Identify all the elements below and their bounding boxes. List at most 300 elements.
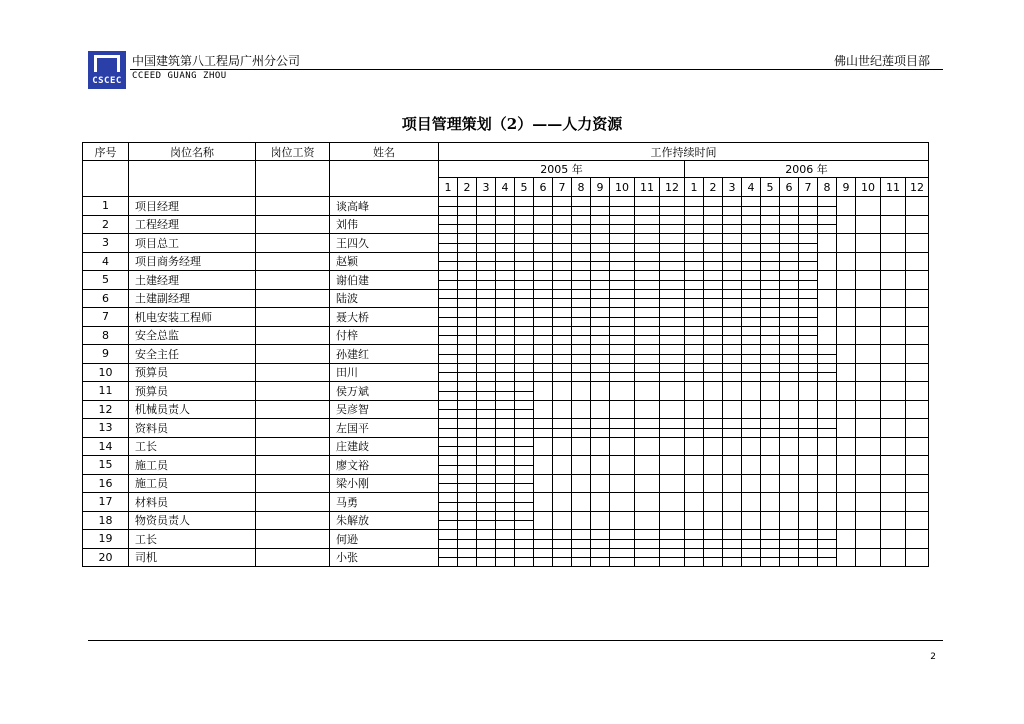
duration-bar-segment <box>799 530 818 549</box>
month-header: 12 <box>660 178 685 197</box>
duration-bar-segment <box>660 215 685 234</box>
duration-bar-segment <box>635 308 660 327</box>
duration-bar-segment <box>439 345 458 364</box>
month-cell <box>837 400 856 419</box>
duration-bar-segment <box>610 530 635 549</box>
duration-bar-segment <box>572 345 591 364</box>
row-salary <box>256 419 330 438</box>
month-cell <box>881 345 906 364</box>
row-position: 机电安装工程师 <box>129 308 256 327</box>
table-row <box>83 400 929 419</box>
month-cell <box>534 382 553 401</box>
duration-bar-segment <box>723 530 742 549</box>
table-row <box>83 345 929 364</box>
duration-bar-segment <box>496 382 515 401</box>
duration-bar-segment <box>458 437 477 456</box>
month-cell <box>856 437 881 456</box>
month-cell <box>610 400 635 419</box>
table-row <box>83 382 929 401</box>
duration-bar-segment <box>515 530 534 549</box>
duration-bar-segment <box>723 289 742 308</box>
month-header: 5 <box>761 178 780 197</box>
month-cell <box>780 382 799 401</box>
duration-bar-segment <box>496 345 515 364</box>
duration-bar-segment <box>635 252 660 271</box>
duration-bar-segment <box>515 271 534 290</box>
duration-bar-segment <box>591 419 610 438</box>
month-cell <box>553 493 572 512</box>
duration-bar-segment <box>610 419 635 438</box>
month-header: 6 <box>780 178 799 197</box>
duration-bar-segment <box>477 400 496 419</box>
table-row <box>83 456 929 475</box>
month-cell <box>534 474 553 493</box>
row-seq: 4 <box>83 252 129 271</box>
duration-bar-segment <box>685 271 704 290</box>
duration-bar-segment <box>635 363 660 382</box>
duration-bar-segment <box>704 234 723 253</box>
duration-bar-segment <box>660 419 685 438</box>
duration-bar-segment <box>458 252 477 271</box>
month-cell <box>818 456 837 475</box>
duration-bar-segment <box>496 493 515 512</box>
duration-bar-segment <box>799 308 818 327</box>
month-cell <box>906 363 929 382</box>
duration-bar-segment <box>685 548 704 567</box>
month-cell <box>572 382 591 401</box>
duration-bar-segment <box>458 308 477 327</box>
duration-bar-segment <box>635 289 660 308</box>
duration-bar-segment <box>534 234 553 253</box>
duration-bar-segment <box>704 419 723 438</box>
duration-bar-segment <box>553 215 572 234</box>
duration-bar-segment <box>458 456 477 475</box>
duration-bar-segment <box>799 197 818 216</box>
month-cell <box>723 437 742 456</box>
duration-bar-segment <box>477 197 496 216</box>
row-seq: 5 <box>83 271 129 290</box>
row-name: 王四久 <box>330 234 439 253</box>
duration-bar-segment <box>742 326 761 345</box>
row-position: 工长 <box>129 437 256 456</box>
duration-bar-segment <box>591 326 610 345</box>
duration-bar-segment <box>534 215 553 234</box>
duration-bar-segment <box>685 252 704 271</box>
duration-bar-segment <box>515 493 534 512</box>
month-cell <box>660 456 685 475</box>
row-seq: 12 <box>83 400 129 419</box>
month-header: 11 <box>635 178 660 197</box>
month-cell <box>881 363 906 382</box>
duration-bar-segment <box>635 548 660 567</box>
duration-bar-segment <box>799 363 818 382</box>
blank-cell <box>256 161 330 197</box>
duration-bar-segment <box>818 363 837 382</box>
month-cell <box>635 493 660 512</box>
month-cell <box>704 382 723 401</box>
month-cell <box>837 308 856 327</box>
duration-bar-segment <box>635 326 660 345</box>
month-cell <box>856 400 881 419</box>
duration-bar-segment <box>818 197 837 216</box>
table-row <box>83 271 929 290</box>
row-name: 赵颖 <box>330 252 439 271</box>
duration-bar-segment <box>799 215 818 234</box>
month-cell <box>553 511 572 530</box>
duration-bar-segment <box>515 511 534 530</box>
row-name: 马勇 <box>330 493 439 512</box>
month-cell <box>881 234 906 253</box>
month-cell <box>856 271 881 290</box>
duration-bar-segment <box>534 252 553 271</box>
month-cell <box>660 382 685 401</box>
duration-bar-segment <box>742 197 761 216</box>
month-cell <box>856 382 881 401</box>
duration-bar-segment <box>496 326 515 345</box>
duration-bar-segment <box>458 400 477 419</box>
duration-bar-segment <box>515 234 534 253</box>
month-cell <box>881 215 906 234</box>
month-cell <box>742 456 761 475</box>
duration-bar-segment <box>591 234 610 253</box>
month-cell <box>881 252 906 271</box>
duration-bar-segment <box>572 197 591 216</box>
duration-bar-segment <box>553 271 572 290</box>
duration-bar-segment <box>439 308 458 327</box>
duration-bar-segment <box>610 308 635 327</box>
duration-bar-segment <box>704 363 723 382</box>
month-cell <box>572 474 591 493</box>
month-cell <box>799 456 818 475</box>
row-salary <box>256 474 330 493</box>
month-cell <box>742 511 761 530</box>
row-position: 材料员 <box>129 493 256 512</box>
duration-bar-segment <box>515 308 534 327</box>
duration-bar-segment <box>685 419 704 438</box>
duration-bar-segment <box>477 437 496 456</box>
duration-bar-segment <box>534 345 553 364</box>
month-cell <box>906 548 929 567</box>
row-seq: 1 <box>83 197 129 216</box>
duration-bar-segment <box>761 289 780 308</box>
duration-bar-segment <box>477 363 496 382</box>
month-cell <box>906 289 929 308</box>
row-seq: 11 <box>83 382 129 401</box>
table-row <box>83 511 929 530</box>
month-cell <box>591 474 610 493</box>
duration-bar-segment <box>761 363 780 382</box>
month-cell <box>799 437 818 456</box>
duration-bar-segment <box>742 548 761 567</box>
month-cell <box>660 474 685 493</box>
duration-bar-segment <box>780 345 799 364</box>
duration-bar-segment <box>761 548 780 567</box>
duration-bar-segment <box>515 437 534 456</box>
duration-bar-segment <box>496 548 515 567</box>
month-cell <box>572 400 591 419</box>
duration-bar-segment <box>439 548 458 567</box>
duration-bar-segment <box>742 530 761 549</box>
month-header: 8 <box>572 178 591 197</box>
duration-bar-segment <box>610 234 635 253</box>
duration-bar-segment <box>477 493 496 512</box>
month-cell <box>837 548 856 567</box>
row-position: 预算员 <box>129 363 256 382</box>
row-position: 土建副经理 <box>129 289 256 308</box>
duration-bar-segment <box>496 400 515 419</box>
duration-bar-segment <box>704 308 723 327</box>
row-position: 工长 <box>129 530 256 549</box>
month-cell <box>723 511 742 530</box>
duration-bar-segment <box>458 511 477 530</box>
month-cell <box>818 437 837 456</box>
month-cell <box>818 382 837 401</box>
month-cell <box>685 456 704 475</box>
duration-bar-segment <box>591 197 610 216</box>
month-cell <box>534 511 553 530</box>
month-cell <box>837 271 856 290</box>
duration-bar-segment <box>515 548 534 567</box>
duration-bar-segment <box>610 197 635 216</box>
duration-bar-segment <box>553 345 572 364</box>
row-position: 司机 <box>129 548 256 567</box>
month-cell <box>534 400 553 419</box>
duration-bar-segment <box>572 419 591 438</box>
duration-bar-segment <box>591 215 610 234</box>
duration-bar-segment <box>572 308 591 327</box>
row-salary <box>256 437 330 456</box>
month-cell <box>761 382 780 401</box>
month-cell <box>761 511 780 530</box>
duration-bar-segment <box>660 530 685 549</box>
duration-bar-segment <box>799 345 818 364</box>
duration-bar-segment <box>610 289 635 308</box>
month-cell <box>856 345 881 364</box>
month-cell <box>818 289 837 308</box>
duration-bar-segment <box>742 308 761 327</box>
row-salary <box>256 271 330 290</box>
duration-bar-segment <box>553 197 572 216</box>
row-seq: 2 <box>83 215 129 234</box>
duration-bar-segment <box>458 493 477 512</box>
duration-bar-segment <box>704 548 723 567</box>
month-cell <box>610 474 635 493</box>
month-cell <box>685 382 704 401</box>
duration-bar-segment <box>572 363 591 382</box>
duration-bar-segment <box>458 289 477 308</box>
month-cell <box>761 456 780 475</box>
duration-bar-segment <box>439 271 458 290</box>
duration-bar-segment <box>799 252 818 271</box>
duration-bar-segment <box>515 197 534 216</box>
row-salary <box>256 215 330 234</box>
row-seq: 16 <box>83 474 129 493</box>
duration-bar-segment <box>553 326 572 345</box>
row-position: 资料员 <box>129 419 256 438</box>
duration-bar-segment <box>780 215 799 234</box>
row-seq: 15 <box>83 456 129 475</box>
row-salary <box>256 382 330 401</box>
duration-bar-segment <box>439 511 458 530</box>
duration-bar-segment <box>572 530 591 549</box>
month-cell <box>742 437 761 456</box>
month-cell <box>837 382 856 401</box>
duration-bar-segment <box>660 308 685 327</box>
month-cell <box>856 326 881 345</box>
month-cell <box>780 493 799 512</box>
duration-bar-segment <box>439 474 458 493</box>
duration-bar-segment <box>780 234 799 253</box>
row-position: 施工员 <box>129 474 256 493</box>
duration-bar-segment <box>477 474 496 493</box>
duration-bar-segment <box>761 252 780 271</box>
month-header: 9 <box>591 178 610 197</box>
duration-bar-segment <box>685 530 704 549</box>
duration-bar-segment <box>635 197 660 216</box>
month-cell <box>591 400 610 419</box>
row-salary <box>256 400 330 419</box>
duration-bar-segment <box>477 252 496 271</box>
month-cell <box>906 419 929 438</box>
duration-bar-segment <box>515 345 534 364</box>
duration-bar-segment <box>439 215 458 234</box>
logo-text: CSCEC <box>92 76 122 86</box>
month-cell <box>780 456 799 475</box>
duration-bar-segment <box>477 382 496 401</box>
duration-bar-segment <box>477 308 496 327</box>
duration-bar-segment <box>439 363 458 382</box>
duration-bar-segment <box>496 437 515 456</box>
duration-bar-segment <box>515 363 534 382</box>
duration-bar-segment <box>439 437 458 456</box>
duration-bar-segment <box>780 326 799 345</box>
month-cell <box>799 493 818 512</box>
month-cell <box>660 437 685 456</box>
month-cell <box>723 382 742 401</box>
month-cell <box>856 252 881 271</box>
month-cell <box>799 382 818 401</box>
month-cell <box>906 456 929 475</box>
month-cell <box>881 511 906 530</box>
row-seq: 7 <box>83 308 129 327</box>
duration-bar-segment <box>439 400 458 419</box>
duration-bar-segment <box>458 530 477 549</box>
duration-bar-segment <box>780 419 799 438</box>
row-position: 施工员 <box>129 456 256 475</box>
row-seq: 3 <box>83 234 129 253</box>
duration-bar-segment <box>780 271 799 290</box>
duration-bar-segment <box>704 215 723 234</box>
duration-bar-segment <box>458 271 477 290</box>
table-row <box>83 474 929 493</box>
duration-bar-segment <box>610 215 635 234</box>
page-title: 项目管理策划（2）——人力资源 <box>401 115 623 133</box>
duration-bar-segment <box>780 548 799 567</box>
duration-bar-segment <box>496 363 515 382</box>
duration-bar-segment <box>610 345 635 364</box>
month-cell <box>837 530 856 549</box>
duration-bar-segment <box>439 493 458 512</box>
table-header-row <box>83 143 929 161</box>
row-name: 庄建歧 <box>330 437 439 456</box>
duration-bar-segment <box>818 548 837 567</box>
month-cell <box>856 548 881 567</box>
duration-bar-segment <box>704 271 723 290</box>
duration-bar-segment <box>742 289 761 308</box>
month-cell <box>856 234 881 253</box>
month-cell <box>906 530 929 549</box>
duration-bar-segment <box>742 363 761 382</box>
month-cell <box>591 382 610 401</box>
duration-bar-segment <box>610 326 635 345</box>
row-salary <box>256 197 330 216</box>
duration-bar-segment <box>515 215 534 234</box>
year-row <box>83 161 929 178</box>
duration-bar-segment <box>761 345 780 364</box>
table-row <box>83 308 929 327</box>
row-name: 聂大桥 <box>330 308 439 327</box>
month-header: 3 <box>723 178 742 197</box>
duration-bar-segment <box>458 326 477 345</box>
duration-bar-segment <box>458 234 477 253</box>
month-header: 11 <box>881 178 906 197</box>
month-cell <box>856 530 881 549</box>
duration-bar-segment <box>496 234 515 253</box>
row-name: 廖文裕 <box>330 456 439 475</box>
duration-bar-segment <box>742 271 761 290</box>
row-salary <box>256 530 330 549</box>
duration-bar-segment <box>685 363 704 382</box>
month-cell <box>553 400 572 419</box>
duration-bar-segment <box>496 419 515 438</box>
month-cell <box>881 400 906 419</box>
row-salary <box>256 234 330 253</box>
month-cell <box>761 474 780 493</box>
month-cell <box>881 197 906 216</box>
month-cell <box>881 382 906 401</box>
row-seq: 18 <box>83 511 129 530</box>
month-header: 7 <box>799 178 818 197</box>
month-cell <box>761 400 780 419</box>
duration-bar-segment <box>458 548 477 567</box>
month-cell <box>553 437 572 456</box>
duration-bar-segment <box>704 252 723 271</box>
month-cell <box>881 437 906 456</box>
month-cell <box>837 511 856 530</box>
duration-bar-segment <box>439 289 458 308</box>
month-cell <box>856 419 881 438</box>
month-cell <box>704 493 723 512</box>
month-cell <box>818 400 837 419</box>
duration-bar-segment <box>572 234 591 253</box>
row-salary <box>256 363 330 382</box>
duration-bar-segment <box>660 326 685 345</box>
duration-bar-segment <box>553 530 572 549</box>
duration-bar-segment <box>572 215 591 234</box>
company-logo <box>88 51 126 89</box>
duration-bar-segment <box>799 548 818 567</box>
table-row <box>83 252 929 271</box>
month-header: 4 <box>496 178 515 197</box>
duration-bar-segment <box>723 271 742 290</box>
row-seq: 14 <box>83 437 129 456</box>
duration-bar-segment <box>723 548 742 567</box>
duration-bar-segment <box>610 548 635 567</box>
duration-bar-segment <box>660 234 685 253</box>
duration-bar-segment <box>534 363 553 382</box>
duration-bar-segment <box>723 197 742 216</box>
month-cell <box>780 400 799 419</box>
